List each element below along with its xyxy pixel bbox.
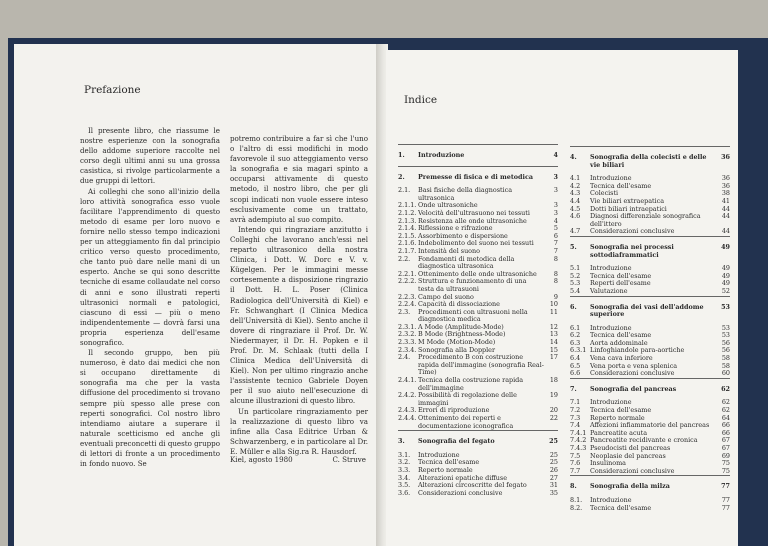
toc-number: 2.2.2. bbox=[398, 277, 417, 286]
toc-entry bbox=[398, 278, 558, 293]
toc-title: Considerazioni conclusive bbox=[590, 369, 675, 378]
section-rule bbox=[570, 475, 730, 476]
toc-number: 2.1. bbox=[398, 186, 411, 195]
toc-title: Considerazioni conclusive bbox=[590, 466, 675, 475]
toc-page: 18 bbox=[549, 376, 558, 385]
place-date: Kiel, agosto 1980 bbox=[230, 455, 293, 464]
toc-entry bbox=[398, 415, 558, 430]
toc-title: Aorta addominale bbox=[590, 338, 648, 347]
toc-entry bbox=[398, 187, 558, 202]
toc-number: 2.4.4. bbox=[398, 414, 417, 422]
toc-number: 4.6 bbox=[570, 212, 581, 221]
toc-entry bbox=[570, 370, 730, 378]
toc-page: 67 bbox=[721, 436, 730, 445]
toc-section-heading bbox=[398, 174, 558, 182]
toc-page: 62 bbox=[721, 384, 730, 393]
toc-title: Ottenimento delle onde ultrasoniche bbox=[418, 269, 537, 278]
toc-title: Indebolimento del suono nei tessuti bbox=[418, 239, 534, 248]
toc-page: 13 bbox=[549, 330, 558, 339]
toc-title: Onde ultrasoniche bbox=[418, 201, 478, 210]
toc-number: 2.4.2. bbox=[398, 391, 417, 400]
page-title-indice: Indice bbox=[404, 94, 438, 106]
toc-number: 2.3. bbox=[398, 307, 411, 316]
toc-title: Sonografia dei vasi dell'addome superiore bbox=[590, 302, 704, 319]
toc-title: Vie biliari extraepatica bbox=[590, 196, 665, 205]
toc-number: 2.3.1. bbox=[398, 322, 417, 331]
toc-page: 58 bbox=[721, 361, 730, 370]
toc-title: Sonografia alla Doppler bbox=[418, 345, 496, 354]
toc-section-heading bbox=[570, 304, 730, 319]
toc-entry bbox=[398, 354, 558, 377]
toc-page: 67 bbox=[721, 444, 730, 452]
toc-number: 2.2.4. bbox=[398, 300, 417, 309]
toc-title: Riflessione e rifrazione bbox=[418, 224, 493, 233]
toc-number: 2.3.3. bbox=[398, 338, 417, 347]
toc-number: 2.1.6. bbox=[398, 239, 417, 248]
toc-number: 2.1.1. bbox=[398, 201, 417, 210]
toc-number: 3.6. bbox=[398, 488, 411, 497]
toc-page: 69 bbox=[721, 451, 730, 460]
toc-page: 14 bbox=[549, 338, 558, 347]
toc-page: 3 bbox=[553, 208, 558, 217]
toc-number: 6.6 bbox=[570, 369, 581, 378]
section-rule bbox=[398, 430, 558, 431]
toc-page: 6 bbox=[553, 231, 558, 240]
page-title-prefazione: Prefazione bbox=[84, 84, 141, 96]
toc-number: 7.4.2 bbox=[570, 436, 587, 445]
toc-entry bbox=[570, 288, 730, 296]
toc-title: Errori di riproduzione bbox=[418, 406, 490, 415]
toc-title: Neoplasie del pancreas bbox=[590, 451, 666, 460]
toc-entry bbox=[570, 228, 730, 236]
toc-page: 22 bbox=[549, 414, 558, 422]
toc-number: 4.4 bbox=[570, 196, 581, 205]
toc-title: Tecnica dell'esame bbox=[418, 458, 480, 467]
toc-page: 44 bbox=[721, 204, 730, 213]
toc-page: 20 bbox=[549, 406, 558, 415]
toc-title: Reperto normale bbox=[590, 413, 645, 422]
toc-page: 44 bbox=[721, 227, 730, 236]
section-rule bbox=[398, 166, 558, 167]
author-name: C. Struve bbox=[332, 455, 366, 464]
toc-title: Introduzione bbox=[590, 323, 632, 332]
toc-title: Tecnica dell'esame bbox=[590, 331, 652, 340]
toc-number: 2.2. bbox=[398, 254, 411, 263]
toc-title: Insulinoma bbox=[590, 459, 626, 468]
toc-page: 31 bbox=[549, 481, 558, 490]
toc-section-heading bbox=[570, 386, 730, 394]
toc-section-heading bbox=[398, 438, 558, 446]
toc-page: 4 bbox=[553, 151, 558, 159]
toc-page: 38 bbox=[721, 189, 730, 198]
toc-title: Alterazioni circoscritte del fegato bbox=[418, 481, 527, 490]
toc-title: Introduzione bbox=[590, 174, 632, 183]
toc-page: 7 bbox=[553, 246, 558, 255]
toc-page: 26 bbox=[549, 465, 558, 474]
toc-column-2 bbox=[570, 146, 730, 512]
toc-title: Valutazione bbox=[590, 286, 628, 295]
toc-number: 6.5 bbox=[570, 361, 581, 370]
toc-number: 4.5 bbox=[570, 204, 581, 213]
toc-number: 2.4. bbox=[398, 353, 411, 362]
toc-number: 2.3.2. bbox=[398, 330, 417, 339]
toc-number: 3.3. bbox=[398, 465, 411, 474]
paragraph: Il presente libro, che riassume le nostre esperienze con la sonografia dello addome superiore raccolte nel corso degli ultimi anni su una grossa casistica, si rivolge particolarmente a due gruppi di lettori. bbox=[80, 126, 220, 186]
toc-title: Tecnica della costruzione rapida dell'immagine bbox=[418, 376, 524, 392]
toc-number: 8. bbox=[570, 482, 577, 491]
paragraph: Ai colleghi che sono all'inizio della loro attività sonografica esso vuole facilitare l'apprendimento di questo metodo di esame per loro nuovo e fornire nello stesso tempo indicazioni per un atteggiamento fin dal principio critico verso questo procedimento, che tanto può dare nelle mani di un esperto. Anche se qui sono descritte tecniche di esame collaudate nel corso di anni e sono illustrati reperti ultrasonici normali e patologici, ciascuno di essi — più o meno indipendentemente — dovrà farsi una propria esperienza dell'esame sonografico. bbox=[80, 186, 220, 347]
toc-number: 6.4 bbox=[570, 354, 581, 363]
left-page bbox=[14, 44, 378, 546]
right-page bbox=[386, 50, 738, 546]
toc-page: 62 bbox=[721, 398, 730, 407]
toc-number: 7.3 bbox=[570, 413, 581, 422]
toc-page: 56 bbox=[721, 338, 730, 347]
toc-number: 6.3 bbox=[570, 338, 581, 347]
toc-page: 52 bbox=[721, 286, 730, 295]
toc-page: 25 bbox=[549, 458, 558, 467]
toc-page: 53 bbox=[721, 331, 730, 340]
toc-title: Sonografia del fegato bbox=[418, 437, 495, 446]
toc-page: 7 bbox=[553, 239, 558, 248]
toc-number: 2.2.3. bbox=[398, 292, 417, 301]
toc-title: Vena porta e vena splenica bbox=[590, 361, 678, 370]
toc-page: 77 bbox=[721, 503, 730, 512]
toc-number: 7.7 bbox=[570, 466, 581, 475]
toc-number: 2.1.2. bbox=[398, 208, 417, 217]
toc-page: 77 bbox=[721, 482, 730, 491]
toc-number: 5.1 bbox=[570, 264, 581, 273]
toc-page: 3 bbox=[553, 172, 558, 181]
toc-title: Introduzione bbox=[590, 264, 632, 273]
toc-number: 4.2 bbox=[570, 181, 581, 190]
paragraph: Intendo qui ringraziare anzitutto i Colleghi che lavorano anch'essi nel reparto ultrasonico della nostra Clinica, i Dott. W. Dorc e V. v. Kügelgen. Per le immagini messe cortesemente a disposizione ringrazio il Dott. H. L. Poser (Clinica Radiologica dell'Università di Kiel) e Fr. Schwanghart (I Clinica Medica dell'Università di Kiel). Sento anche il dovere di ringraziare il Prof. Dr. W. Niedermayer, il Dr. H. Popken e il Prof. Dr. M. Schlaak (tutti della I Clinica Medica dell'Università di Kiel). Non per ultimo ringrazio anche l'assistente tecnico Gabriele Doyen per il suo aiuto nell'esecuzione di alcune illustrazioni di questo libro. bbox=[230, 224, 368, 406]
toc-title: Ottenimento dei reperti e documentazione iconografica bbox=[418, 414, 514, 430]
toc-number: 6.2 bbox=[570, 331, 581, 340]
toc-title: Introduzione bbox=[418, 151, 465, 159]
toc-number: 3.2. bbox=[398, 458, 411, 467]
toc-page: 36 bbox=[721, 181, 730, 190]
toc-page: 11 bbox=[549, 307, 558, 316]
toc-page: 27 bbox=[549, 473, 558, 482]
preface-column-2 bbox=[230, 134, 368, 457]
toc-number: 7.5 bbox=[570, 451, 581, 460]
section-rule bbox=[570, 378, 730, 379]
toc-title: Pancreatite acuta bbox=[590, 428, 648, 437]
toc-page: 49 bbox=[721, 264, 730, 273]
toc-title: Reperto normale bbox=[418, 465, 473, 474]
toc-title: Sonografia della milza bbox=[590, 482, 670, 491]
toc-page: 8 bbox=[553, 254, 558, 263]
toc-title: Tecnica dell'esame bbox=[590, 271, 652, 280]
toc-section-heading bbox=[570, 244, 730, 259]
toc-number: 2.1.5. bbox=[398, 231, 417, 240]
section-rule bbox=[570, 296, 730, 297]
paragraph: potremo contribuire a far sì che l'uno o l'altro di essi modifichi in modo favorevole il suo atteggiamento verso la sonografia e sia magari spinto a occuparsi attivamente di questo metodo, il nostro libro, che per gli scopi indicati non vuole essere inteso esclusivamente come un trattato, avrà adempiuto al suo compito. bbox=[230, 134, 368, 224]
toc-page: 8 bbox=[553, 269, 558, 278]
toc-page: 66 bbox=[721, 428, 730, 437]
toc-entry bbox=[398, 392, 558, 407]
toc-number: 2. bbox=[398, 172, 405, 181]
toc-entry bbox=[570, 505, 730, 513]
toc-number: 2.1.4. bbox=[398, 224, 417, 233]
toc-page: 60 bbox=[721, 369, 730, 378]
toc-number: 6.3.1 bbox=[570, 346, 587, 355]
toc-number: 3.5. bbox=[398, 481, 411, 490]
preface-column-1 bbox=[80, 126, 220, 469]
toc-number: 7.4.3 bbox=[570, 444, 587, 452]
toc-page: 36 bbox=[721, 153, 730, 161]
toc-title: Tecnica dell'esame bbox=[590, 503, 652, 512]
toc-page: 49 bbox=[721, 279, 730, 288]
toc-number: 2.2.1. bbox=[398, 269, 417, 278]
toc-title: B Mode (Brightness-Mode) bbox=[418, 330, 506, 339]
toc-number: 8.1. bbox=[570, 495, 583, 504]
toc-title: Procedimenti con ultrasuoni nella diagnostica medica bbox=[418, 307, 528, 324]
toc-title: Velocità dell'ultrasuono nei tessuti bbox=[418, 208, 530, 217]
toc-title: Reperti dell'esame bbox=[590, 279, 651, 288]
toc-number: 7. bbox=[570, 384, 577, 393]
toc-title: Sonografia del pancreas bbox=[590, 384, 677, 393]
toc-title: Vena cava inferiore bbox=[590, 354, 653, 363]
toc-page: 4 bbox=[553, 216, 558, 225]
toc-page: 5 bbox=[553, 224, 558, 233]
toc-title: Sonografia nei processi sottodiaframmatici bbox=[590, 242, 674, 259]
toc-number: 5.3 bbox=[570, 279, 581, 288]
toc-entry bbox=[398, 377, 558, 392]
toc-page: 3 bbox=[553, 201, 558, 210]
toc-title: Fondamenti di metodica della diagnostica ultrasonica bbox=[418, 254, 515, 271]
toc-title: Tecnica dell'esame bbox=[590, 181, 652, 190]
toc-page: 75 bbox=[721, 466, 730, 475]
toc-number: 3.4. bbox=[398, 473, 411, 482]
toc-entry bbox=[570, 468, 730, 476]
toc-page: 77 bbox=[721, 495, 730, 504]
toc-number: 3. bbox=[398, 437, 405, 446]
toc-title: Assorbimento e dispersione bbox=[418, 231, 508, 240]
toc-page: 3 bbox=[553, 186, 558, 195]
toc-page: 66 bbox=[721, 421, 730, 430]
toc-page: 35 bbox=[549, 488, 558, 497]
signature-line bbox=[230, 455, 366, 464]
toc-page: 41 bbox=[721, 196, 730, 205]
toc-number: 5.4 bbox=[570, 286, 581, 295]
toc-number: 6. bbox=[570, 302, 577, 311]
toc-number: 4.7 bbox=[570, 227, 581, 236]
toc-page: 17 bbox=[549, 353, 558, 362]
toc-page: 53 bbox=[721, 323, 730, 332]
toc-number: 5.2 bbox=[570, 271, 581, 280]
section-rule bbox=[570, 236, 730, 237]
toc-page: 8 bbox=[553, 277, 558, 286]
toc-page: 36 bbox=[721, 174, 730, 183]
toc-title: Colecisti bbox=[590, 189, 619, 198]
toc-page: 49 bbox=[721, 271, 730, 280]
toc-page: 56 bbox=[721, 346, 730, 355]
paragraph: Il secondo gruppo, ben più numeroso, è dato dai medici che non si occupano direttamente di sonografia ma che per la vasta diffusione del procedimento si trovano sempre più spesso alle prese con reperti sonografici. Col nostro libro intendiamo aiutare a superare il naturale scetticismo ed anche gli eventuali preconcetti di questo gruppo di lettori di fronte a un procedimento in fondo nuovo. Se bbox=[80, 348, 220, 469]
toc-page: 19 bbox=[549, 391, 558, 400]
toc-number: 2.3.4. bbox=[398, 345, 417, 354]
toc-title: Introduzione bbox=[590, 495, 632, 504]
toc-number: 8.2. bbox=[570, 503, 583, 512]
toc-title: Linfoghiandole para-aortiche bbox=[590, 346, 685, 355]
toc-section-heading bbox=[398, 152, 558, 160]
toc-entry bbox=[570, 213, 730, 228]
toc-number: 7.6 bbox=[570, 459, 581, 468]
toc-title: Introduzione bbox=[418, 450, 460, 459]
toc-title: Pancreatite recidivante e cronica bbox=[590, 436, 698, 445]
toc-page: 10 bbox=[549, 300, 558, 309]
toc-page: 25 bbox=[549, 437, 558, 446]
toc-number: 6.1 bbox=[570, 323, 581, 332]
toc-page: 9 bbox=[553, 292, 558, 301]
toc-page: 15 bbox=[549, 345, 558, 354]
toc-entry bbox=[398, 490, 558, 498]
toc-title: Considerazioni conclusive bbox=[590, 227, 675, 236]
toc-page: 44 bbox=[721, 212, 730, 221]
toc-number: 7.4 bbox=[570, 421, 581, 430]
toc-title: A Mode (Amplitude-Mode) bbox=[418, 322, 504, 331]
toc-number: 4. bbox=[570, 153, 577, 161]
toc-title: Diagnosi differenziale sonografica dell'ittero bbox=[590, 212, 701, 228]
toc-title: Sonografia della colecisti e delle vie biliari bbox=[590, 153, 707, 169]
toc-number: 4.3 bbox=[570, 189, 581, 198]
toc-entry bbox=[398, 309, 558, 324]
toc-number: 2.1.3. bbox=[398, 216, 417, 225]
toc-number: 4.1 bbox=[570, 174, 581, 183]
toc-number: 2.4.3. bbox=[398, 406, 417, 415]
toc-title: Campo del suono bbox=[418, 292, 474, 301]
section-rule bbox=[570, 146, 730, 147]
toc-number: 2.1.7. bbox=[398, 246, 417, 255]
toc-title: Procedimento B con costruzione rapida dell'immagine (sonografia Real-Time) bbox=[418, 353, 544, 377]
toc-number: 3.1. bbox=[398, 450, 411, 459]
toc-section-heading bbox=[570, 483, 730, 491]
toc-title: Intensità del suono bbox=[418, 246, 480, 255]
toc-number: 2.4.1. bbox=[398, 376, 417, 385]
toc-number: 7.2 bbox=[570, 406, 581, 415]
toc-page: 58 bbox=[721, 354, 730, 363]
toc-title: Basi fisiche della diagnostica ultrasonica bbox=[418, 186, 513, 202]
toc-page: 53 bbox=[721, 302, 730, 311]
toc-title: Capacità di dissociazione bbox=[418, 300, 500, 309]
toc-title: Considerazioni conclusive bbox=[418, 488, 503, 497]
toc-page: 49 bbox=[721, 242, 730, 251]
toc-title: Affezioni infiammatorie del pancreas bbox=[590, 421, 710, 430]
toc-title: Pseudocisti del pancreas bbox=[590, 444, 671, 452]
toc-page: 12 bbox=[549, 322, 558, 331]
toc-page: 64 bbox=[721, 413, 730, 422]
toc-section-heading bbox=[570, 154, 730, 169]
toc-entry bbox=[398, 256, 558, 271]
toc-number: 1. bbox=[398, 151, 405, 159]
section-rule bbox=[398, 144, 558, 145]
toc-title: Possibilità di regolazione delle immagini bbox=[418, 391, 517, 407]
toc-title: Tecnica dell'esame bbox=[590, 406, 652, 415]
toc-page: 62 bbox=[721, 406, 730, 415]
toc-title: Introduzione bbox=[590, 398, 632, 407]
toc-page: 25 bbox=[549, 450, 558, 459]
toc-number: 7.4.1 bbox=[570, 428, 587, 437]
toc-title: M Mode (Motion-Mode) bbox=[418, 338, 496, 347]
toc-number: 7.1 bbox=[570, 398, 581, 407]
toc-number: 5. bbox=[570, 242, 577, 251]
toc-title: Struttura e funzionamento di una testa da ultrasuoni bbox=[418, 277, 527, 293]
toc-column-1 bbox=[398, 144, 558, 497]
toc-title: Dotti biliari intraepatici bbox=[590, 204, 667, 213]
toc-page: 75 bbox=[721, 459, 730, 468]
toc-title: Premesse di fisica e di metodica bbox=[418, 172, 533, 181]
toc-title: Alterazioni epatiche diffuse bbox=[418, 473, 507, 482]
paragraph: Un particolare ringraziamento per la realizzazione di questo libro va infine alla Casa Editrice Urban & Schwarzenberg, e in particolare al Dr. E. Müller e alla Sig.ra R. Hausdorf. bbox=[230, 406, 368, 456]
toc-title: Resistenza alle onde ultrasoniche bbox=[418, 216, 527, 225]
